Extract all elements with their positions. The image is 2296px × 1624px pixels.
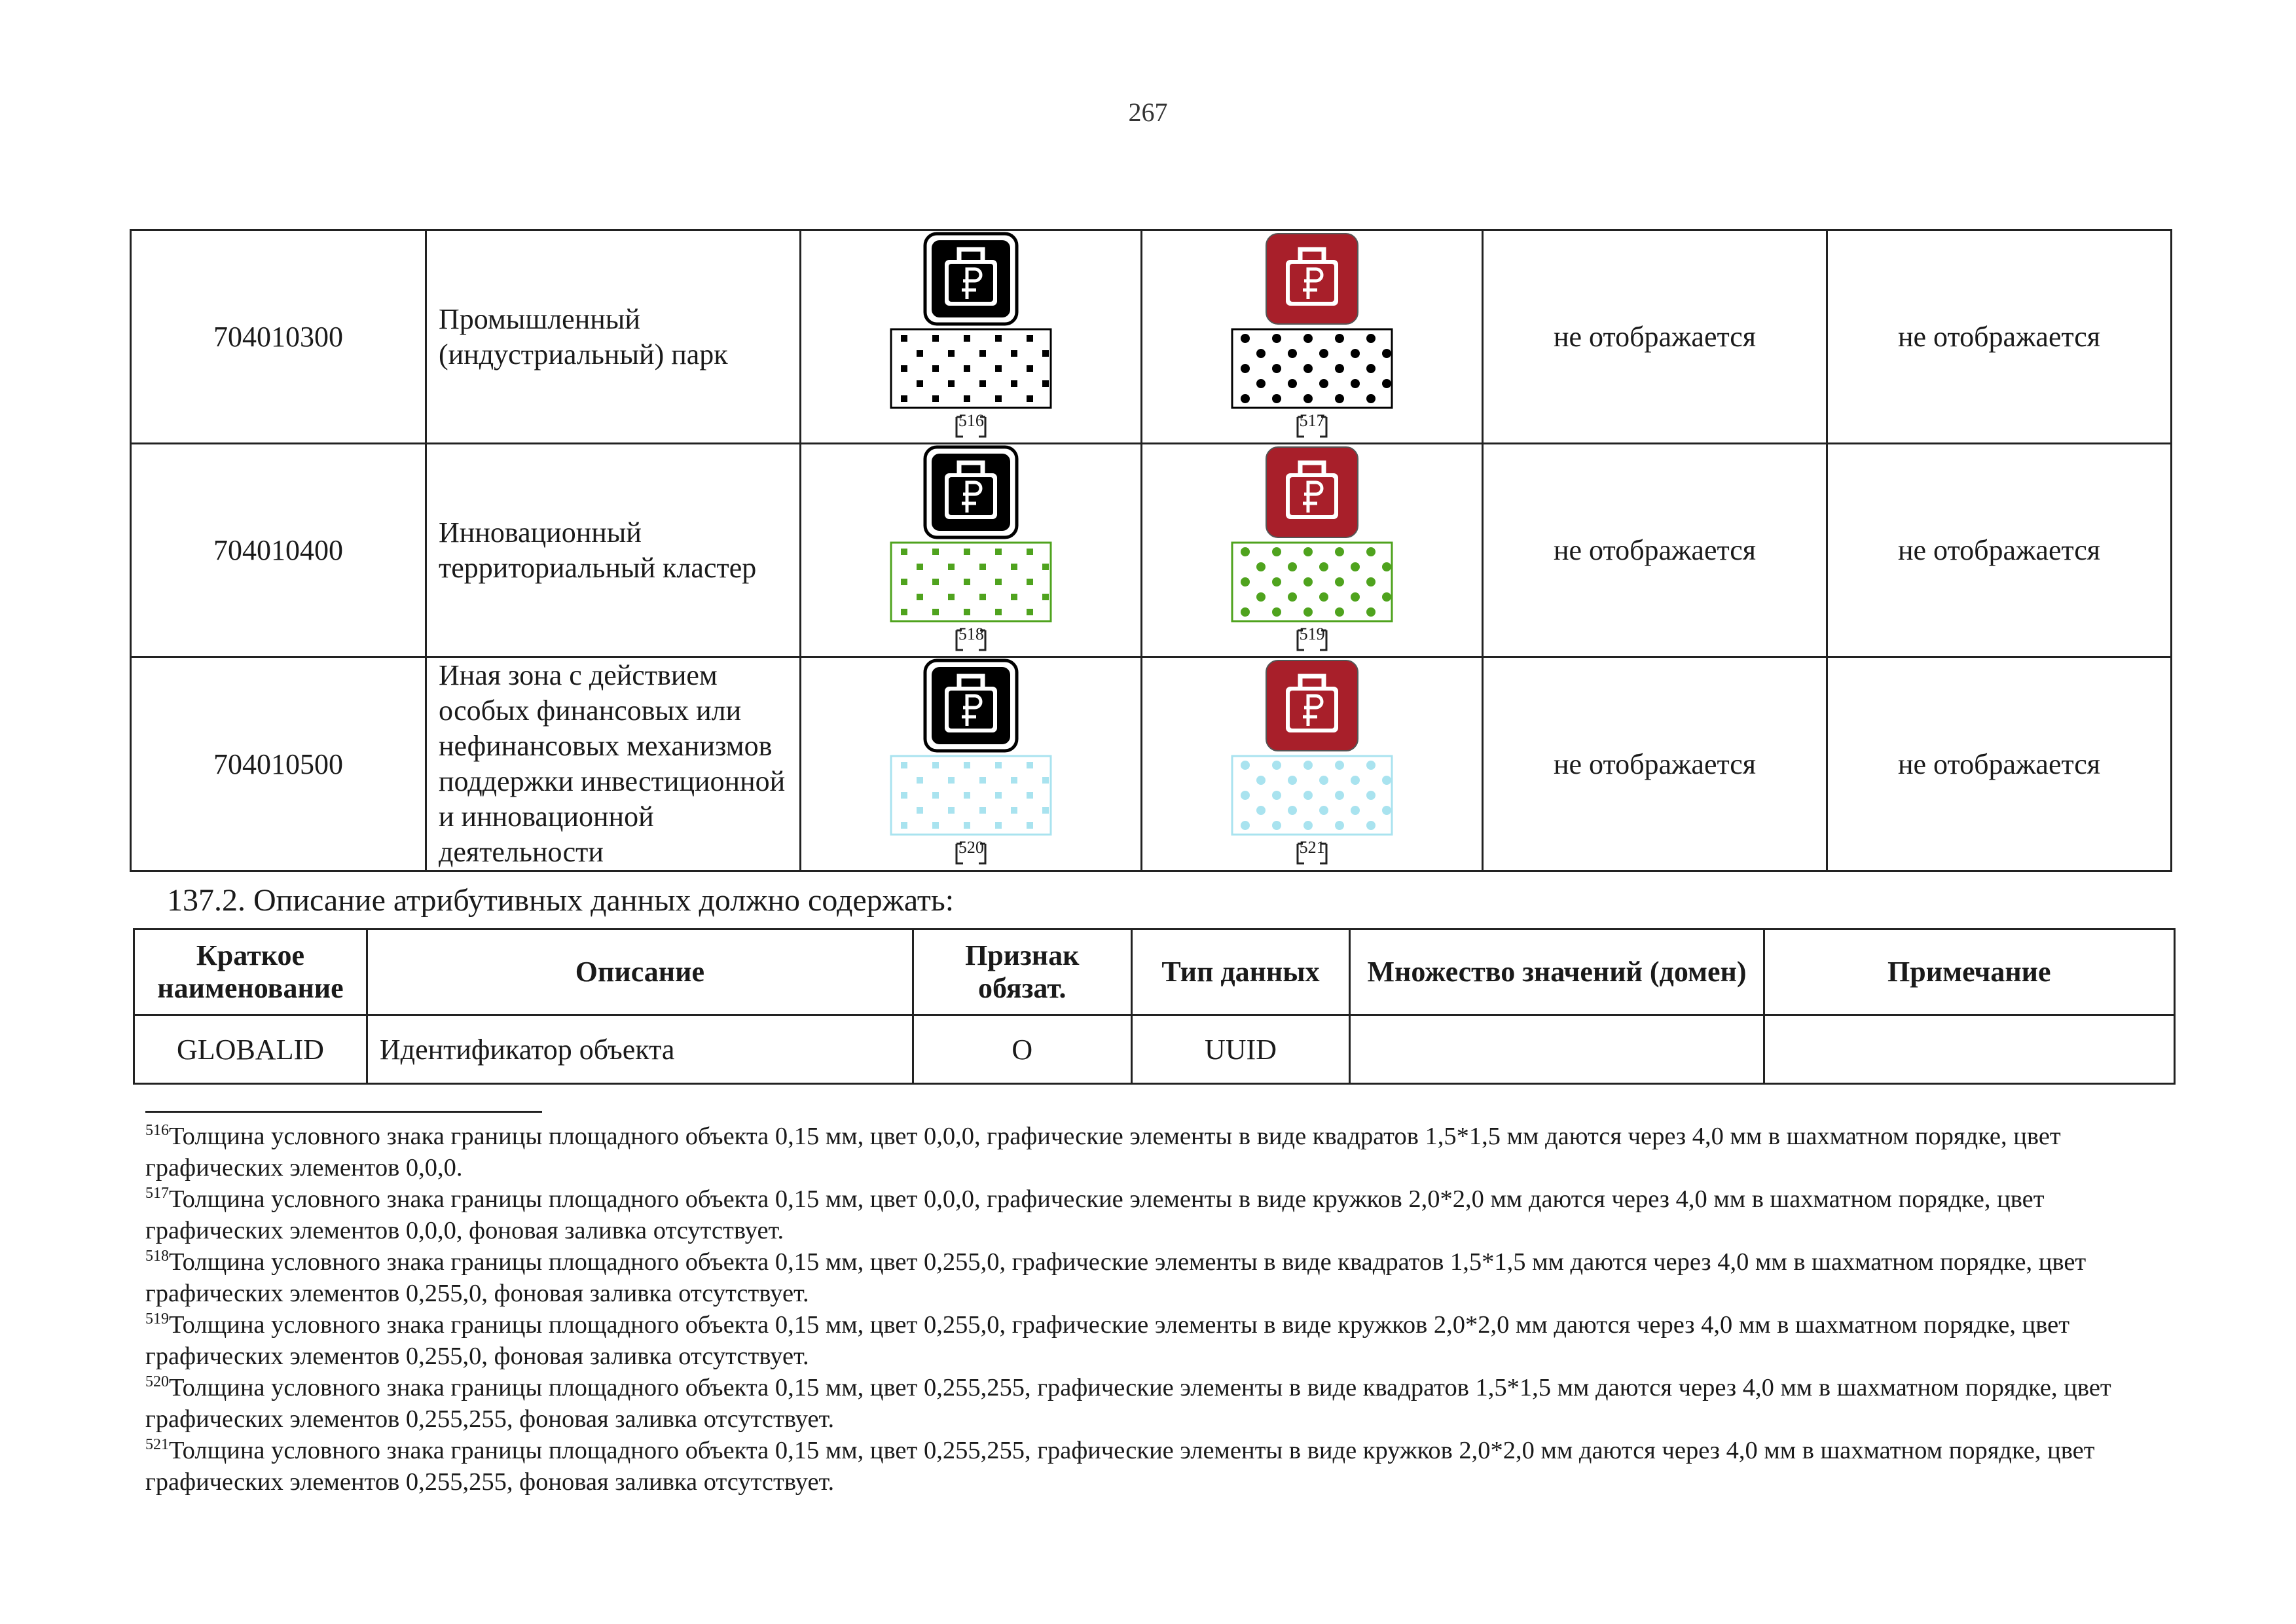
footnote-number: 516	[145, 1122, 169, 1139]
symbol-cell-a	[801, 444, 1142, 657]
footnote	[145, 1183, 2162, 1246]
display-status-a: не отображается	[1483, 230, 1827, 444]
header-data-type: Тип данных	[1131, 929, 1350, 1015]
footnote	[145, 1372, 2162, 1435]
footnote-number: 521	[145, 1436, 169, 1453]
symbol-cell-b	[1142, 657, 1483, 871]
footnote	[145, 1246, 2162, 1309]
briefcase-ruble-icon	[925, 234, 1017, 324]
display-status-b: не отображается	[1827, 230, 2171, 444]
header-short-name: Краткое наименование	[134, 929, 367, 1015]
footnote-reference-number: 517	[1299, 411, 1325, 430]
pattern-fill	[891, 329, 1051, 408]
footnote-reference-number: 519	[1299, 624, 1325, 643]
briefcase-ruble-icon	[925, 660, 1017, 751]
table-row	[131, 230, 2172, 444]
display-status-a: не отображается	[1483, 657, 1827, 871]
cell-mandatory: О	[913, 1015, 1131, 1084]
symbols-table	[130, 229, 2172, 872]
symbol-circles	[1181, 444, 1443, 656]
footnote-reference-number: 521	[1299, 838, 1325, 857]
table-row	[131, 657, 2172, 871]
header-description: Описание	[367, 929, 913, 1015]
footnote-reference	[1181, 406, 1443, 441]
footnote	[145, 1121, 2162, 1183]
footnote-text: Толщина условного знака границы площадного объекта 0,15 мм, цвет 0,0,0, графические элементы в виде кружков 2,0*2,0 мм даются через 4,0 мм в шахматном порядке, цвет графических элементов 0,0,0, фоновая заливка отсутствует.	[145, 1185, 2045, 1244]
attributes-header-row	[134, 929, 2175, 1015]
footnote-text: Толщина условного знака границы площадного объекта 0,15 мм, цвет 0,255,255, графические элементы в виде кружков 2,0*2,0 мм даются через 4,0 мм в шахматном порядке, цвет графических элементов 0,255,255, фоновая заливка отсутствует.	[145, 1437, 2095, 1496]
footnote-reference-number: 518	[958, 624, 984, 643]
footnote-reference	[1181, 833, 1443, 868]
footnote-number: 517	[145, 1185, 169, 1202]
pattern-fill	[891, 543, 1051, 621]
footnote-number: 518	[145, 1248, 169, 1265]
pattern-fill	[1232, 543, 1392, 621]
briefcase-ruble-icon	[1266, 447, 1358, 537]
footnote-reference	[840, 620, 1102, 655]
symbol-cell-b	[1142, 444, 1483, 657]
section-heading: 137.2. Описание атрибутивных данных должно содержать:	[167, 883, 955, 918]
object-code: 704010500	[131, 657, 426, 871]
symbol-cell-b	[1142, 230, 1483, 444]
briefcase-ruble-icon	[925, 447, 1017, 537]
footnote-text: Толщина условного знака границы площадного объекта 0,15 мм, цвет 0,0,0, графические элементы в виде квадратов 1,5*1,5 мм даются через 4,0 мм в шахматном порядке, цвет графических элементов 0,0,0.	[145, 1123, 2061, 1182]
footnote	[145, 1309, 2162, 1372]
header-mandatory: Признак обязат.	[913, 929, 1131, 1015]
attributes-table	[133, 928, 2176, 1085]
footnote-reference-number: 520	[958, 838, 984, 857]
display-status-a: не отображается	[1483, 444, 1827, 657]
footnote-text: Толщина условного знака границы площадного объекта 0,15 мм, цвет 0,255,255, графические элементы в виде квадратов 1,5*1,5 мм даются через 4,0 мм в шахматном порядке, цвет графических элементов 0,255,255, фоновая заливка отсутствует.	[145, 1374, 2111, 1433]
header-domain: Множество значений (домен)	[1350, 929, 1764, 1015]
footnote-number: 520	[145, 1373, 169, 1390]
cell-short-name: GLOBALID	[134, 1015, 367, 1084]
display-status-b: не отображается	[1827, 657, 2171, 871]
footnote-reference-number: 516	[958, 411, 984, 430]
object-code: 704010300	[131, 230, 426, 444]
object-name: Промышленный (индустриальный) парк	[426, 230, 801, 444]
footnote-separator	[145, 1111, 542, 1113]
footnote-reference	[840, 406, 1102, 441]
object-name: Иная зона с действием особых финансовых или нефинансовых механизмов поддержки инвестиционной и инновационной деятельности	[426, 657, 801, 871]
symbol-squares	[840, 444, 1102, 656]
pattern-fill	[891, 756, 1051, 835]
pattern-fill	[1232, 329, 1392, 408]
cell-data-type: UUID	[1131, 1015, 1350, 1084]
symbol-cell-a	[801, 230, 1142, 444]
table-row	[131, 444, 2172, 657]
footnote-number: 519	[145, 1310, 169, 1327]
page-number: 267	[1128, 98, 1168, 127]
briefcase-ruble-icon	[1266, 234, 1358, 324]
footnote-reference	[840, 833, 1102, 868]
table-row	[134, 1015, 2175, 1084]
cell-note	[1764, 1015, 2174, 1084]
object-code: 704010400	[131, 444, 426, 657]
symbol-cell-a	[801, 657, 1142, 871]
symbol-circles	[1181, 231, 1443, 442]
footnote	[145, 1435, 2162, 1498]
cell-description: Идентификатор объекта	[367, 1015, 913, 1084]
display-status-b: не отображается	[1827, 444, 2171, 657]
footnote-reference	[1181, 620, 1443, 655]
pattern-fill	[1232, 756, 1392, 835]
object-name: Инновационный территориальный кластер	[426, 444, 801, 657]
symbol-squares	[840, 658, 1102, 869]
footnote-text: Толщина условного знака границы площадного объекта 0,15 мм, цвет 0,255,0, графические элементы в виде кружков 2,0*2,0 мм даются через 4,0 мм в шахматном порядке, цвет графических элементов 0,255,0, фоновая заливка отсутствует.	[145, 1311, 2070, 1370]
cell-domain	[1350, 1015, 1764, 1084]
footnotes	[145, 1121, 2162, 1498]
footnote-text: Толщина условного знака границы площадного объекта 0,15 мм, цвет 0,255,0, графические элементы в виде квадратов 1,5*1,5 мм даются через 4,0 мм в шахматном порядке, цвет графических элементов 0,255,0, фоновая заливка отсутствует.	[145, 1248, 2086, 1307]
briefcase-ruble-icon	[1266, 660, 1358, 751]
header-note: Примечание	[1764, 929, 2174, 1015]
symbol-circles	[1181, 658, 1443, 869]
symbol-squares	[840, 231, 1102, 442]
